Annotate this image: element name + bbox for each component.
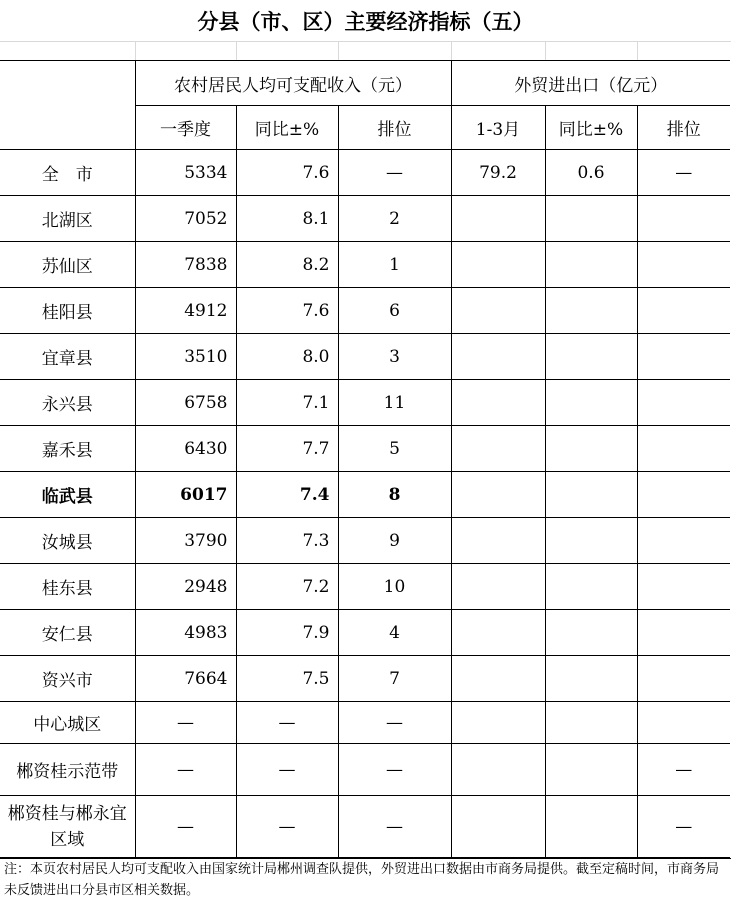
cell-yoy: 7.2	[236, 564, 338, 610]
cell-income: —	[135, 702, 236, 744]
cell-trade-yoy	[545, 426, 637, 472]
cell-income: —	[135, 796, 236, 858]
cell-trade-rank	[637, 472, 730, 518]
cell-income: 5334	[135, 150, 236, 196]
cell-trade-yoy	[545, 472, 637, 518]
cell-trade-yoy	[545, 564, 637, 610]
cell-rank: 6	[338, 288, 451, 334]
col-header-rank: 排位	[338, 106, 451, 150]
gridline	[451, 41, 452, 60]
cell-income: 7052	[135, 196, 236, 242]
cell-trade-rank	[637, 610, 730, 656]
cell-yoy: —	[236, 744, 338, 796]
gridline	[135, 41, 136, 60]
cell-trade-rank: —	[637, 744, 730, 796]
col-header-yoy: 同比±%	[236, 106, 338, 150]
cell-trade-rank	[637, 242, 730, 288]
table-row	[0, 288, 730, 334]
col-header-rank2: 排位	[637, 106, 730, 150]
cell-trade-yoy	[545, 196, 637, 242]
cell-trade	[451, 334, 545, 380]
region-name-cell: 临武县	[0, 472, 135, 518]
region-name-cell: 苏仙区	[0, 242, 135, 288]
cell-rank: 2	[338, 196, 451, 242]
footnote: 注：本页农村居民人均可支配收入由国家统计局郴州调查队提供，外贸进出口数据由市商务局提供。截至定稿时间，市商务局未反馈进出口分县市区相关数据。	[0, 858, 731, 906]
region-name-cell: 汝城县	[0, 518, 135, 564]
trade-group-header: 外贸进出口（亿元）	[451, 61, 730, 106]
cell-income: 3510	[135, 334, 236, 380]
cell-trade-yoy	[545, 334, 637, 380]
cell-trade	[451, 242, 545, 288]
table-row	[0, 656, 730, 702]
cell-trade	[451, 380, 545, 426]
cell-yoy: 8.2	[236, 242, 338, 288]
table-row	[0, 610, 730, 656]
cell-rank: —	[338, 796, 451, 858]
cell-income: 3790	[135, 518, 236, 564]
cell-trade-rank	[637, 656, 730, 702]
cell-trade-yoy	[545, 796, 637, 858]
cell-trade-rank	[637, 564, 730, 610]
cell-trade-rank: —	[637, 796, 730, 858]
region-name-cell: 桂东县	[0, 564, 135, 610]
col-header-q1: 一季度	[135, 106, 236, 150]
cell-income: 6758	[135, 380, 236, 426]
cell-trade-yoy: 0.6	[545, 150, 637, 196]
cell-trade-yoy	[545, 380, 637, 426]
region-name-cell: 永兴县	[0, 380, 135, 426]
cell-trade-rank	[637, 426, 730, 472]
cell-trade	[451, 796, 545, 858]
cell-yoy: 8.0	[236, 334, 338, 380]
gridline	[545, 41, 546, 60]
cell-trade	[451, 656, 545, 702]
cell-trade-rank	[637, 518, 730, 564]
cell-yoy: 7.6	[236, 150, 338, 196]
cell-yoy: —	[236, 702, 338, 744]
table-row	[0, 334, 730, 380]
cell-income: 2948	[135, 564, 236, 610]
table-row	[0, 242, 730, 288]
table-row	[0, 744, 730, 796]
gridline-row	[0, 41, 731, 61]
cell-income: 7838	[135, 242, 236, 288]
cell-trade-yoy	[545, 610, 637, 656]
cell-income: 7664	[135, 656, 236, 702]
cell-rank: 4	[338, 610, 451, 656]
cell-trade-rank	[637, 196, 730, 242]
region-name-cell: 中心城区	[0, 702, 135, 744]
cell-trade	[451, 426, 545, 472]
cell-trade-yoy	[545, 744, 637, 796]
page-title: 分县（市、区）主要经济指标（五）	[197, 9, 534, 34]
cell-trade	[451, 702, 545, 744]
table-row	[0, 518, 730, 564]
region-name-cell: 安仁县	[0, 610, 135, 656]
cell-rank: 1	[338, 242, 451, 288]
cell-rank: —	[338, 702, 451, 744]
table-row	[0, 196, 730, 242]
cell-trade-yoy	[545, 702, 637, 744]
region-name-cell: 北湖区	[0, 196, 135, 242]
cell-income: —	[135, 744, 236, 796]
cell-yoy: 7.5	[236, 656, 338, 702]
region-name-cell: 全 市	[0, 150, 135, 196]
cell-yoy: 7.9	[236, 610, 338, 656]
gridline	[236, 41, 237, 60]
table-row	[0, 564, 730, 610]
cell-trade	[451, 744, 545, 796]
region-name-cell: 桂阳县	[0, 288, 135, 334]
cell-income: 4912	[135, 288, 236, 334]
table-row	[0, 426, 730, 472]
cell-trade-yoy	[545, 656, 637, 702]
cell-yoy: 7.3	[236, 518, 338, 564]
indicator-table	[0, 60, 730, 858]
cell-trade-yoy	[545, 288, 637, 334]
cell-rank: 5	[338, 426, 451, 472]
cell-yoy: 7.7	[236, 426, 338, 472]
region-name-cell: 宜章县	[0, 334, 135, 380]
cell-trade-rank	[637, 380, 730, 426]
cell-trade	[451, 288, 545, 334]
table-row	[0, 472, 730, 518]
cell-trade	[451, 518, 545, 564]
cell-trade-rank	[637, 702, 730, 744]
cell-yoy: 7.4	[236, 472, 338, 518]
cell-yoy: 8.1	[236, 196, 338, 242]
region-name-cell: 资兴市	[0, 656, 135, 702]
table-row	[0, 380, 730, 426]
cell-income: 4983	[135, 610, 236, 656]
cell-rank: 3	[338, 334, 451, 380]
gridline	[338, 41, 339, 60]
col-header-yoy2: 同比±%	[545, 106, 637, 150]
cell-rank: 8	[338, 472, 451, 518]
cell-yoy: —	[236, 796, 338, 858]
cell-trade-yoy	[545, 518, 637, 564]
cell-trade-rank	[637, 334, 730, 380]
cell-rank: 10	[338, 564, 451, 610]
cell-trade: 79.2	[451, 150, 545, 196]
cell-rank: 7	[338, 656, 451, 702]
cell-rank: —	[338, 744, 451, 796]
region-name-cell: 郴资桂与郴永宜区域	[0, 796, 135, 858]
income-group-header: 农村居民人均可支配收入（元）	[135, 61, 451, 106]
table-row	[0, 796, 730, 858]
region-name-cell: 嘉禾县	[0, 426, 135, 472]
region-header-cell	[0, 61, 135, 150]
gridline	[637, 41, 638, 60]
cell-yoy: 7.6	[236, 288, 338, 334]
cell-trade-yoy	[545, 242, 637, 288]
cell-trade	[451, 610, 545, 656]
cell-trade	[451, 564, 545, 610]
col-header-period: 1-3月	[451, 106, 545, 150]
cell-yoy: 7.1	[236, 380, 338, 426]
region-name-cell: 郴资桂示范带	[0, 744, 135, 796]
header-row-1	[0, 61, 730, 106]
cell-rank: —	[338, 150, 451, 196]
cell-trade	[451, 472, 545, 518]
cell-trade	[451, 196, 545, 242]
table-row	[0, 702, 730, 744]
cell-income: 6017	[135, 472, 236, 518]
cell-trade-rank: —	[637, 150, 730, 196]
cell-rank: 11	[338, 380, 451, 426]
cell-rank: 9	[338, 518, 451, 564]
table-row	[0, 150, 730, 196]
cell-trade-rank	[637, 288, 730, 334]
cell-income: 6430	[135, 426, 236, 472]
